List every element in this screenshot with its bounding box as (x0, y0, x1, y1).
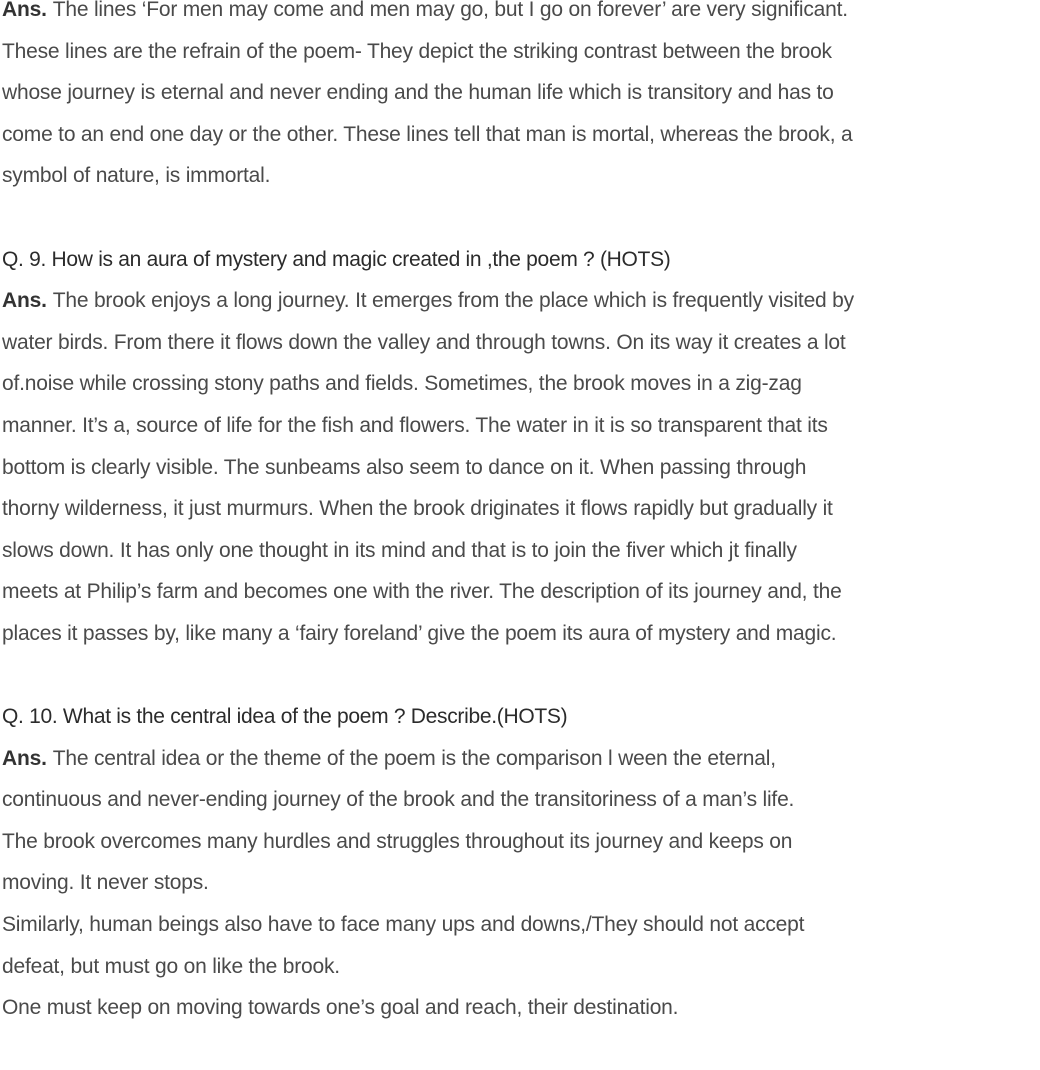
answer-line: bottom is clearly visible. The sunbeams also seem to dance on it. When passing through (2, 455, 807, 479)
answer-line: places it passes by, like many a ‘fairy foreland’ give the poem its aura of mystery and magic. (2, 621, 837, 645)
ans-label: Ans. (2, 289, 47, 313)
answer-line: manner. It’s a, source of life for the fish and flowers. The water in it is so transparent that its (2, 413, 828, 437)
answer-line: moving. It never stops. (2, 871, 209, 895)
answer-block-q8 (2, 0, 1040, 197)
answer-line: Ans. The brook enjoys a long journey. It emerges from the place which is frequently visited by (2, 289, 854, 313)
answer-line: The brook overcomes many hurdles and struggles throughout its journey and keeps on (2, 829, 793, 853)
ans-label: Ans. (2, 746, 47, 770)
answer-line: Ans. The central idea or the theme of the poem is the comparison l ween the eternal, (2, 746, 776, 770)
question-block-q9 (2, 239, 1040, 655)
ans-label: Ans. (2, 0, 47, 21)
answer-line: defeat, but must go on like the brook. (2, 954, 340, 978)
answer-line: One must keep on moving towards one’s goal and reach, their destination. (2, 996, 679, 1020)
answer-line: symbol of nature, is immortal. (2, 164, 271, 188)
answer-line: slows down. It has only one thought in its mind and that is to join the fiver which jt finally (2, 538, 797, 562)
question-heading: Q. 10. What is the central idea of the poem ? Describe.(HOTS) (2, 705, 568, 729)
answer-line: thorny wilderness, it just murmurs. When the brook driginates it flows rapidly but gradually it (2, 497, 833, 521)
answer-line: water birds. From there it flows down the valley and through towns. On its way it creates a lot (2, 330, 846, 354)
answer-line: whose journey is eternal and never ending and the human life which is transitory and has to (2, 81, 834, 105)
question-heading: Q. 9. How is an aura of mystery and magic created in ,the poem ? (HOTS) (2, 247, 671, 271)
question-block-q10 (2, 696, 1040, 1029)
answer-line: Similarly, human beings also have to face many ups and downs,/They should not accept (2, 913, 805, 937)
answer-line: of.noise while crossing stony paths and fields. Sometimes, the brook moves in a zig-zag (2, 372, 802, 396)
answer-line: come to an end one day or the other. These lines tell that man is mortal, whereas the brook, a (2, 122, 853, 146)
answer-line: continuous and never-ending journey of the brook and the transitoriness of a man’s life. (2, 788, 795, 812)
answer-line: meets at Philip’s farm and becomes one with the river. The description of its journey and, the (2, 580, 842, 604)
document-page (2, 0, 1040, 1070)
answer-line: Ans. The lines ‘For men may come and men may go, but I go on forever’ are very significant. (2, 0, 848, 21)
answer-line: These lines are the refrain of the poem- They depict the striking contrast between the brook (2, 39, 832, 63)
